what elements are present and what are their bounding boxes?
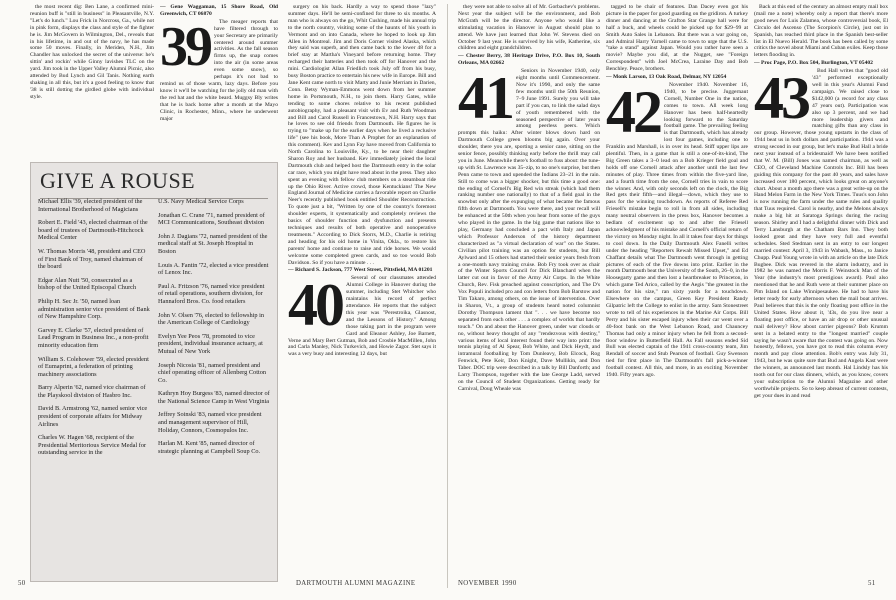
class-41-number: 41: [458, 65, 512, 132]
page-number-left: 50: [18, 580, 26, 587]
rouse-entry: Edgar Alan Nutt '50, consecrated as a bishop of the United Episcopal Church: [38, 276, 137, 292]
rouse-entry: David B. Armstrong '62, named senior vice president of corporate affairs for Midway Airlines: [38, 405, 148, 428]
class-42-notes-continued: Back at this end of the century an almost empty mail box (mail me a note) whereby only a report that there's more good news for Luis Zalamea, whose controversial book, El Circulo del Ascenso (The Scorpion's Circle), just out in Spanish, has reached third place in the Spanish best-seller list in El Nuevo Herald. The book has been called by some critics the novel about Miami and Cuban exiles. Keep those letters flooding in.: [754, 4, 888, 59]
rouse-entry: Michael Ellis '39, elected president of the International Brotherhood of Magicians: [38, 198, 143, 213]
rouse-entry: Barry Alperin '62, named vice chairman of the Playskool division of Hasbro Inc.: [38, 384, 146, 399]
rouse-entry: John J. Dagians '72, named president of the medical staff at St. Joseph Hospital in Boston: [158, 232, 268, 255]
rouse-entry: Harlan M. Kent '85, named director of strategic planning at Campbell Soup Co.: [158, 440, 261, 455]
issue-date: NOVEMBER 1990: [458, 580, 517, 587]
rouse-entry: John V. Olsen '76, elected to fellowship in the American College of Cardiology: [158, 311, 265, 327]
class-39-number: 39: [160, 15, 210, 78]
rouse-entry: W. Thomas Morris '48, president and CEO of First Bank of Troy, named chairman of the board: [38, 247, 146, 271]
right-column-3: [754, 4, 888, 574]
rouse-entry: William S. Colehower '59, elected president of Eumaprint, a federation of printing machinery associations: [38, 355, 149, 378]
class-43-number: 43: [754, 65, 808, 132]
page-number-right: 51: [868, 580, 876, 587]
rouse-entry: Evelyn Yee Peos '78, promoted to vice president, individual insurance actuary, at Mutual of New York: [158, 332, 263, 355]
class-43-notes: Bud Hall writes that "good old '43" performed exceptionally well in this year's Alumni Fund campaign. We raised close to $142,000 (a record for any class 47 years out). Participation was also up 3 percent, and we had more leadership givers and matching gifts than any class in our group. However, those young upstarts in the class of 1944 beat us in both dollars and participation. 1944 was a strong second in our group, but let's make Bud Hall a bride next year instead of a bridesmaid! We have been notified that W. M. (Bill) Jones was named chairman, as well as CEO, of Cleveland Machine Controls Inc. Bill has been guiding this company for the past 40 years, and sales have increased over 180 percent, which looks great on anyone's chart. About a month ago there was a great write-up on the Hand Melon Farm in the New York Times. Tuus's son John is now running the farm under the same rules and quality that Tuus required. Carol is nearby, and the Melons always make a big hit at Saratoga Springs during the racing season. Shirley and I had a delightful dinner with Dick and Terry Lansburgh at the Chatham Bars Inn. They both looked great and they have very full and eventful schedules. Sted Stedman sent in an entry to our longest married contest: April 3, 1943 in Wabash, Mass., to Janice Chupp. Paul Young wrote in with an article on the late Dick Bugbee. Dick was revered in the alarm industry, and in 1982 he was named the Morris F. Weinstock Man of the Year (the industry's most prestigious award). Paul also mentioned that he and Ruth were at their summer place on Pim Island on Lake Winnipesaukee. He had to have his letter ready for early afternoon when the mail boat arrives. Paul believes that this is the only floating post office in the United States. How about it, '43s, do you live near a floating post office, or have an air drop or other unusual mail delivery? How about carrier pigeons? Bob Krumm sent in a belated entry to the "longest married" couple saying he wasn't aware that the contest was going on. Now honestly, fellows, you have got to read this column every month and pay close attention. Bob's entry was July 31, 1943, but he was quite sure that Bud and Angela Kast were the winners, as announced last month. Hal Lindsly has his tooth out for our class dinners, which, as you know, covers your subscription to the Alumni Magazine and other worthwhile projects. So to keep abreast of current contests, get your dues in and read: [754, 68, 888, 399]
give-a-rouse-title: GIVE A ROUSE: [40, 168, 268, 199]
class-42-notes: November 1940. November 16, 1940, to be precise. Juggernaut Cornell, Number One in the nation, comes to town. All week long Hanover has been half-heartedly looking forward to the Saturday football game. The prevailing feeling is that Dartmouth, which has already lost four games, including one to Franklin and Marshall, is in over its head. Stiff upper lips are plentiful. Then, in a game that is still a one-of-its-kind, The Big Green takes a 3–0 lead on a Bob Krieger field goal and holds off one Cornell attack after another until the last few minutes of play. Three times from within the five-yard line, and a fourth time from the one, Cornell tries in vain to score the winner. And, with only seconds left on the clock, the Big Red gets their fifth—and illegal—down, which they use to pass for the winning touchdown. As reports of Referee Red Friesell's mistake begin to roll in from all sides, including many neutral observers in the press box, Hanover becomes a bedlam of excitement up to and after the Friesell acknowledgment of his mistake and Cornell's official return of the victory on Monday night. In all it takes four days for things to cool down. In the Daily Dartmouth Alex Fanelli writes under the heading "Reporters Rewalt Missed Upset," and Ed Chaffant details what The Dartmouth went through in getting pictures of each of the five downs into print. Earlier in the month Dartmouth beat the University of the South, 26–0, in the Hoosegarty game and then lost a heartbreaker to Princeton, in which game Ted Arico, called by the Aegis "the greatest in the nation for his size," ran sixty yards for a touchdown. Elsewhere on the campus, Green Key President Randy Gilpatric left the College to enlist in the army. Sam Stonestreet wrote to tell of his experiences in the Marine Air Corps. Bill Perry and his sister escaped injury when their car went over a 40-foot bank on the West Lebanon Road, and Chauncey Thomas had only a minor injury when he fell from a second-floor window in Butterfield Hall. As Fall seasons ended Sid Bull was elected captain of the 1941 cross-country team, Jim Rendall of soccer and Stub Pearson of football. Guy Swenson tied for first place in The Dartmouth's fall pick-a-winner football contest. All this, and more, in an exciting November 1940. Fifty years ago.: [606, 81, 748, 379]
class-39-notes-continued: surgery on his back. Hardly a way to spend those "lazy" summer days. He'll be semi-confined for three to six months. A man who is always on the go, Whit Cushing, made his annual trip to the north country, visiting some of the haunts of his youth in Vermont and on into Canada, where he hoped to look up Jim Allen in Montreal. Jim and Doris Corner visited Alaska, which they said was superb, and then came back to the lower 48 for a brief stay at Martha's Vineyard before returning home. They recharged their batteries and then took off for Hanover and the mini. Cardiologist Allan Friedlich took July off from his busy, busy Boston practice to entertain his new wife in Europe. Bill and Jane Kent came north to visit Marty and Junie Merriam in Darien, Conn. Betsy Wyman-Emmons went down from her summer home in Portsmouth, N.H., to join them. Harry Gates, while tending to some chores relative to his recent published autobiography, had a pleasant visit with Ev and Ruth Woodman and Bill and Carol Russell in Francestown, N.H. Harry says that he loves to see old friends from Dartmouth. He figures he is trying to "make up for the earlier days when he lived a reclusive life" (see his book, More Than A Prophet for an explanation of this comment). Kev and Lynn Fay have moved from California to North Carolina to Louisville, Ky., to be near their daughter Sharon Roy and her husband. Kev immediately joined the local Dartmouth club and helped host the Dartmouth entry in the solar car race, which you might have read about in the press. They also spent an evening with fellow club members on a steamboat ride up the Ohio River. Active crowd, those Kentuckians! The New England Journal of Medicine carries a favorable report on Charlie Neer's recently published book entitled Shoulder Reconstruction. To quote just a bit, "Written by one of the country's foremost shoulder experts, it systematically and completely reviews the basics of shoulder function and dysfunction and presents techniques and results of both operative and nonoperative treatments." According to Dick Storrs, M.D., Charlie is retiring and heading for his old home in Vinita, Okla., to restore his parents' home and continue to raise and ride horses. We would welcome some completed green cards, and so too would Bob Davidson. So if you have a minute . . .: [288, 4, 436, 266]
rouse-entry: Kathryn Hoy Burgess '83, named director of the National Science Camp in West Virginia: [158, 390, 270, 405]
magazine-name: DARTMOUTH ALUMNI MAGAZINE: [296, 580, 416, 587]
rouse-entry: Jeffrey Soinski '83, named vice president and management supervisor of Hill, Holiday, Connors, Cosmopulos Inc.: [158, 411, 262, 434]
class-42-signature: — Proc Page, P.O. Box 504, Burlington, VT 05402: [754, 60, 873, 67]
class-41-signature: — Monk Larson, 13 Oak Road, Delmar, NY 12054: [606, 74, 727, 81]
right-column-2: [606, 4, 748, 574]
page-gutter: [447, 4, 448, 588]
rouse-entry: Louis A. Fantin '72, elected a vice president of Lenox Inc.: [158, 261, 269, 277]
class-40-signature: — Chester Berry, 38 Heritage Drive, P.O. Box 10, South Orleans, MA 02662: [458, 53, 600, 67]
left-column-3: [288, 4, 436, 574]
rouse-entry: Paul A. Fritzson '76, named vice president of retail operations, southern division, for Hannaford Bros. Co. food retailers: [158, 282, 265, 305]
left-column-2: [160, 4, 278, 158]
rouse-left-column: [38, 198, 150, 463]
class-40-notes-continued: they were not able to solve all of Mr. Gorbachev's problems. Next year the subject will be the environment, and Bob McGrath will be the director. Anyone who would like a stimulating vacation in Hanover in August should plan to attend. We have just learned that John W. Stevens died on October 9 last year. He is survived by his wife, Katherine, six children and eight grandchildren.: [458, 4, 600, 52]
rouse-entry: U.S. Navy Medical Service Corps: [158, 198, 244, 205]
right-column-1: [458, 4, 600, 574]
class-42-number: 42: [606, 78, 660, 145]
class-39-signature: — Richard S. Jackson, 777 West Street, Pittsfield, MA 01201: [288, 267, 433, 274]
class-40-notes: Several of our classmates attended Alumni College in Hanover during the summer, including Stet Whitcher who maintains his record of perfect attendance. He reports that the subject this year was "Perestroika, Glasnost, and the Lessons of History." Among those taking part in the program were Gard and Eleanor Ashley, Joe Barnett, Verne and Mary Bert Gutman, Bob and Crosbie MacMillen, John and Carla Manley, Nick Turkevich, and Howie Zagor. Stet says it was a very busy and interesting 12 days, but: [288, 275, 436, 358]
class-38-notes: the most recent dig: Ben Lane, a confirmed mini-reunion buff is "still in business" in Pleasantville, N.Y. "Let's do lunch." Lou Frick in Norcross, Ga., while not in pink form, displays the class and style of the fighter he is. Jim McGovern in Wilmington, Del., reveals that in his lifetime, in and out of the navy, he has made some 50 moves. Finally, in Meriden, N.H., Jim Chandler has unlocked the secret of the universe: he's sittin' and rockin' while Ginny lavishes TLC on the yard. Jim took in the Upper Valley Alumni Picnic, also attended by Bud Lynch and Gil Tanis. Nothing earth shaking in all this, but it's a good feeling to know that '38 is still dotting the girdled globe with individual style.: [30, 4, 154, 100]
class-41-notes: Seniors in November 1940, only eight months until Commencement. Now it's 1990, and only the same few months until the 50th Reunion, 7–9 June 1991. Surely you will take part if you can, to link the salad days of youth remembered with the seasoned perspective of later years among peerless peers. Which prompts this haiku: After winter blows down hard on Dartmouth College green blooms big again. Over your shoulder, there you are, sporting a senior cane, sitting on the senior fence, possibly thinking early before the thrill may call you in June. Meanwhile there's football to fuss about: the tune-up with St. Lawrence was 35–zip, to no one's surprise, but then Penn came to town and upended the Indians 23–21 in the rain. Still to come was a bigger shocker, but this time a good one: the ending of Cornell's Big Red win streak (which had them ranking number one nationally) to that of a field goal in the snowbut only after the expunging of what became the famous fifth down at Dartmouth. You were there, and your recall will be enhanced at the 50th when you hear from some of the guys who played in the game. In the big game that nations like to play, Germany had concluded a pact with Italy and Japan which Professor Anderson of the history department characterized as "a virtual declaration of war" on the States. Civilian pilot training was an option for students, but Bill Aylward and 15 others had started their senior years fresh from a one-month navy training cruise. Bob Fry took over as chair of the Winter Sports Council for Dick Blanchard when the latter cut out in favor of the Army Air Corps. In the White Church, Rev. Fisk preached against conscription, and The D's Vox Populi included pro and con letters from Bob Barstow and Tim Takaro, among others, on the issue of intervention. Over in Sharon, Vt., a group of students heard noted columnist Dorothy Thompson lament that ". . . we have become too separated from each other . . . a complex of worlds that hardly touch." On and about the Hanover green, under war clouds or no, without heavy thought of any "rendezvous with destiny," various items of local interest found their way into print: the tennis playing of Al Spear, Bob White, and Dick Heydt, and intramural footballing by Tom Dunleavy, Bob Elcock, Rog Fenwick, Pete Keir, Don Knight, Dave Mullikin, and Don Taber. DOC trip were described in a talk by Bill Danforth; and Larry Thompson, together with the late George Ladd, served on the Council of Student Organizations. Getting ready for Carnival, Doug Wheale was: [458, 68, 600, 392]
rouse-entry: Jonathan C. Crane '71, named president of MCI Communications, Southeast division: [158, 211, 265, 227]
rouse-right-column: [158, 198, 270, 461]
class-39-notes: The meager reports that have filtered through to your Secretary are primarily centered around summer activities. As the fall season firms up, the snap comes into the air (in some areas even some snow), so perhaps it's not bad to remind us of those warm, lazy days. Before you know it we'll be watching for the jolly old man with the red hat and the white beard. Muggsy Bly writes that he is back home after a month at the Mayo Clinic, in Rochester, Minn., where he underwent major: [160, 18, 278, 122]
class-40-number: 40: [288, 272, 342, 339]
rouse-entry: Charles W. Hagen '68, recipient of the Presidential Meritorious Service Medal for outstanding service in the: [38, 434, 147, 457]
rouse-entry: Robert E. Field '43, elected chairman of the board of trustees of Dartmouth-Hitchcock Medical Center: [38, 219, 148, 242]
rouse-entry: Garvey E. Clarke '57, elected president of Lead Program in Business Inc., a non-profit minority education firm: [38, 326, 149, 349]
rouse-entry: Joseph Nicosia '81, named president and chief operating officer of Allenberg Cotton Co.: [158, 361, 267, 384]
class-41-notes-continued: tagged to be chair of features. Dan Dacey even got his picture in the paper for good guarding on the gridiron. A turkey dinner and dancing at the Grafton Star Grange hall were for half a buck, and wheels could be picked up for $29–99 at Smith Auto Sales in Lebanon. But there was a war going on, and Admiral Harry Yarnell came to town to urge that the U.S. "take a stand" against Japan. Would you rather have seen a movie? Maybe you did, at the Nugget, see "Foreign Correspondent" with Joel McCrea, Laraine Day and Bob Benchley. Peace, brothers.: [606, 4, 748, 73]
left-column-1: [30, 4, 154, 158]
class-38-signature: — Gene Waggaman, 15 Shore Road, Old Greenwich, CT 06870: [160, 4, 278, 17]
rouse-entry: Philip H. Sec Jr. '50, named loan administration senior vice president of Bank of New Hampshire Corp.: [38, 297, 150, 321]
